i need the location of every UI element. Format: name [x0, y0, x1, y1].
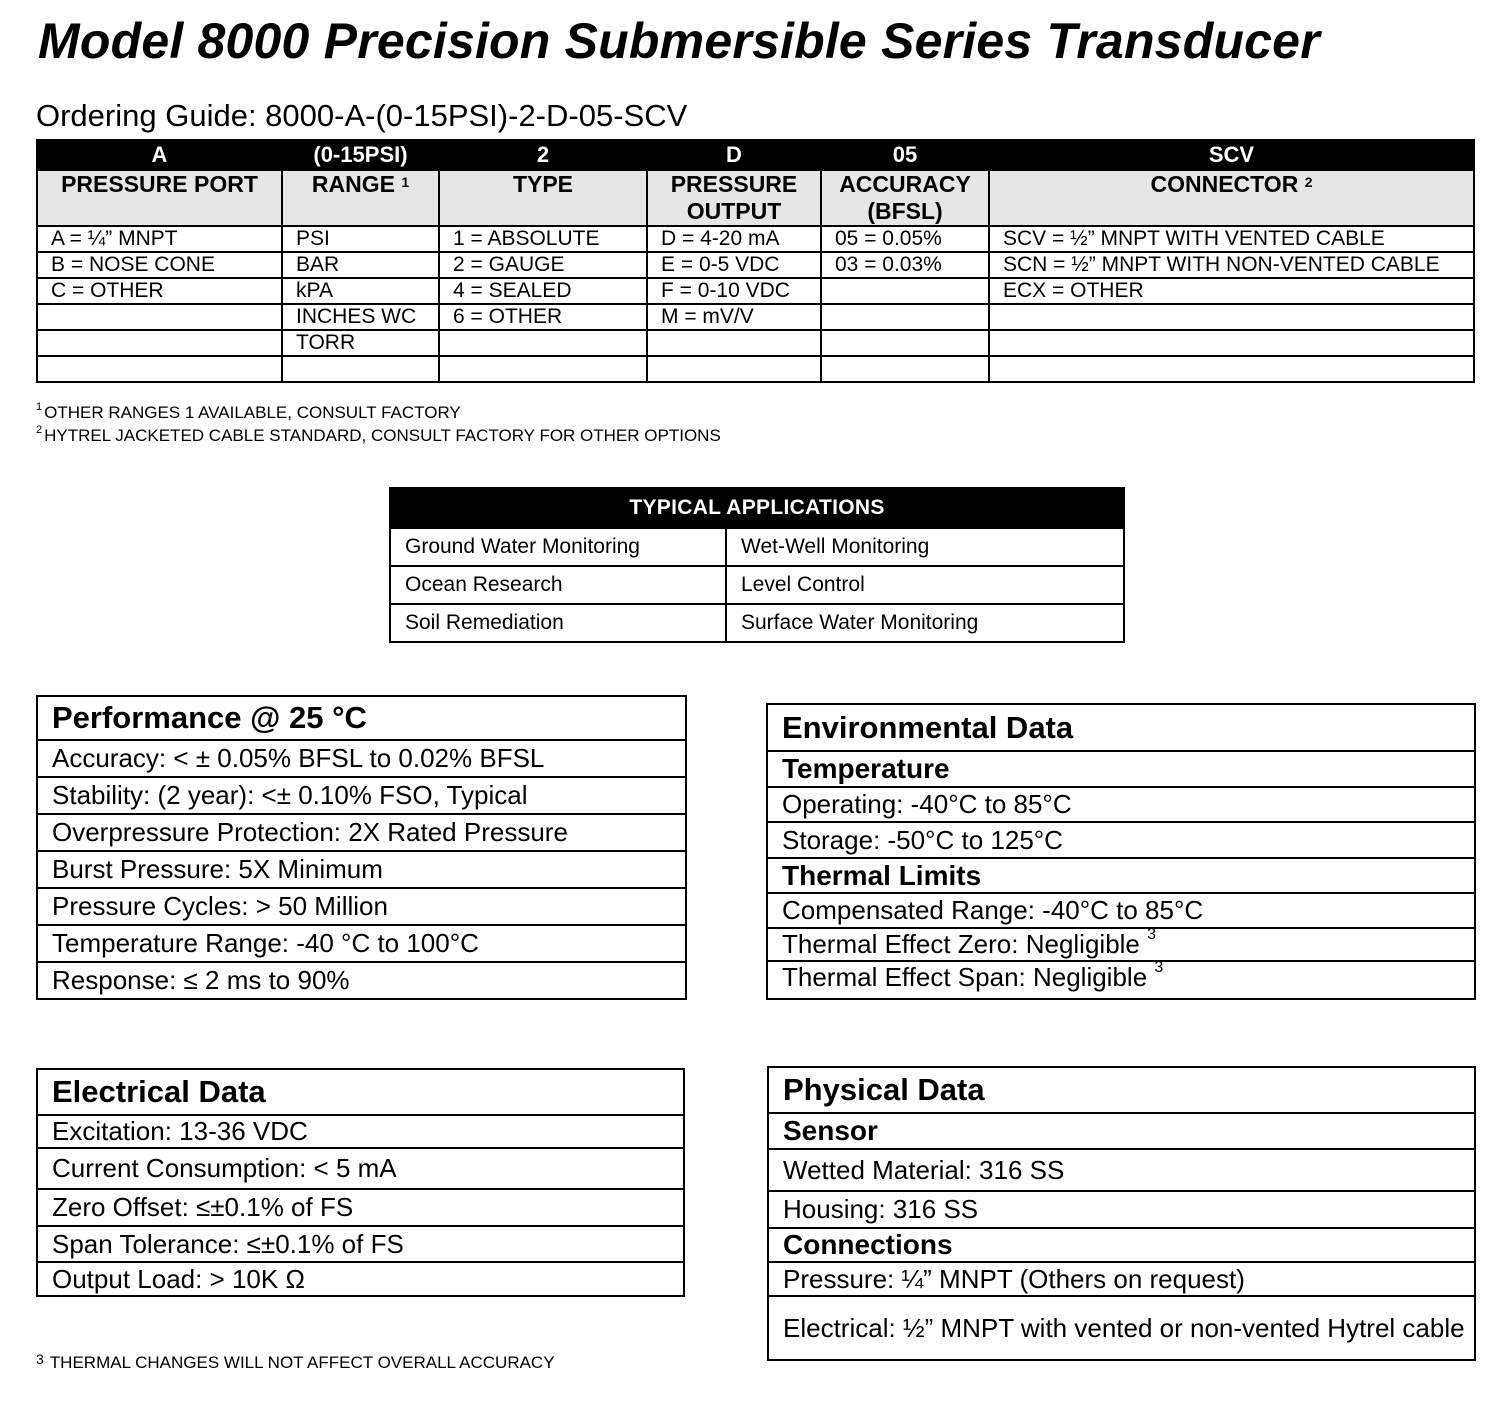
- spec-item: Wetted Material: 316 SS: [768, 1149, 1475, 1191]
- table-cell: F = 0-10 VDC: [647, 278, 821, 304]
- table-cell: [37, 356, 282, 382]
- environmental-title: Environmental Data: [767, 704, 1475, 751]
- table-row: [390, 528, 1124, 566]
- table-cell: [647, 356, 821, 382]
- table-cell: [821, 330, 989, 356]
- code-range: (0-15PSI): [282, 140, 439, 170]
- table-cell: [989, 330, 1474, 356]
- table-cell: TORR: [282, 330, 439, 356]
- physical-title: Physical Data: [768, 1067, 1475, 1113]
- application-item: Surface Water Monitoring: [726, 604, 1124, 642]
- thermal-limits-heading: Thermal Limits: [767, 858, 1475, 893]
- table-cell: PSI: [282, 226, 439, 252]
- table-cell: [37, 304, 282, 330]
- table-cell: [439, 356, 647, 382]
- ordering-table: [36, 139, 1475, 383]
- header-row: [37, 170, 1474, 226]
- table-row: [37, 252, 1474, 278]
- code-type: 2: [439, 140, 647, 170]
- table-row: [390, 604, 1124, 642]
- performance-title: Performance @ 25 °C: [37, 696, 686, 740]
- physical-box: [767, 1066, 1476, 1361]
- environmental-box: [766, 703, 1476, 1000]
- table-cell: [821, 356, 989, 382]
- header-connector: CONNECTOR $^2$: [989, 170, 1474, 226]
- applications-title: TYPICAL APPLICATIONS: [390, 488, 1124, 528]
- spec-item: Operating: -40°C to 85°C: [767, 787, 1475, 822]
- header-output: PRESSURE OUTPUT: [647, 170, 821, 226]
- application-item: Wet-Well Monitoring: [726, 528, 1124, 566]
- table-cell: [439, 330, 647, 356]
- code-accuracy: 05: [821, 140, 989, 170]
- table-cell: [821, 278, 989, 304]
- connections-heading: Connections: [768, 1228, 1475, 1262]
- page-title: Model 8000 Precision Submersible Series Transducer: [38, 13, 1320, 69]
- spec-item: Zero Offset: ≤±0.1% of FS: [37, 1189, 684, 1226]
- spec-item: Overpressure Protection: 2X Rated Pressure: [37, 814, 686, 851]
- spec-item: Storage: -50°C to 125°C: [767, 822, 1475, 858]
- code-pressure-port: A: [37, 140, 282, 170]
- table-row: [37, 304, 1474, 330]
- application-item: Ground Water Monitoring: [390, 528, 726, 566]
- header-range: RANGE $^1$: [282, 170, 439, 226]
- application-item: Soil Remediation: [390, 604, 726, 642]
- spec-item: Excitation: 13-36 VDC: [37, 1115, 684, 1148]
- table-cell: C = OTHER: [37, 278, 282, 304]
- table-cell: SCN = ½” MNPT WITH NON-VENTED CABLE: [989, 252, 1474, 278]
- footnote-mark: 3: [1147, 926, 1157, 943]
- table-row: [37, 278, 1474, 304]
- footnote-3: $^3$ THERMAL CHANGES WILL NOT AFFECT OVERALL ACCURACY: [36, 1351, 555, 1372]
- spec-item: Output Load: > 10K Ω: [37, 1262, 684, 1296]
- table-cell: 4 = SEALED: [439, 278, 647, 304]
- application-item: Level Control: [726, 566, 1124, 604]
- spec-item: Housing: 316 SS: [768, 1191, 1475, 1228]
- header-pressure-port: PRESSURE PORT: [37, 170, 282, 226]
- spec-item: Response: ≤ 2 ms to 90%: [37, 962, 686, 999]
- footnote-mark: 1: [401, 174, 410, 190]
- table-cell: [989, 304, 1474, 330]
- header-accuracy: ACCURACY (BFSL): [821, 170, 989, 226]
- table-cell: A = ¼” MNPT: [37, 226, 282, 252]
- table-cell: INCHES WC: [282, 304, 439, 330]
- table-cell: 2 = GAUGE: [439, 252, 647, 278]
- application-item: Ocean Research: [390, 566, 726, 604]
- sensor-heading: Sensor: [768, 1113, 1475, 1149]
- table-cell: [282, 356, 439, 382]
- spec-item: Pressure Cycles: > 50 Million: [37, 888, 686, 925]
- table-cell: [37, 330, 282, 356]
- code-row: [37, 140, 1474, 170]
- performance-box: [36, 695, 687, 1000]
- table-cell: B = NOSE CONE: [37, 252, 282, 278]
- table-cell: 03 = 0.03%: [821, 252, 989, 278]
- spec-item: Temperature Range: -40 °C to 100°C: [37, 925, 686, 962]
- table-row: [37, 330, 1474, 356]
- table-cell: [647, 330, 821, 356]
- electrical-box: [36, 1068, 685, 1297]
- table-row: [37, 226, 1474, 252]
- table-cell: M = mV/V: [647, 304, 821, 330]
- table-cell: 05 = 0.05%: [821, 226, 989, 252]
- table-row: [37, 356, 1474, 382]
- temperature-heading: Temperature: [767, 751, 1475, 787]
- table-cell: D = 4-20 mA: [647, 226, 821, 252]
- code-output: D: [647, 140, 821, 170]
- table-cell: [821, 304, 989, 330]
- spec-item: Span Tolerance: ≤±0.1% of FS: [37, 1226, 684, 1262]
- spec-item: Burst Pressure: 5X Minimum: [37, 851, 686, 888]
- spec-item: Compensated Range: -40°C to 85°C: [767, 893, 1475, 928]
- footnote-mark: 2: [1304, 174, 1313, 190]
- spec-item: Electrical: ½” MNPT with vented or non-vented Hytrel cable: [768, 1296, 1475, 1360]
- spec-item: Current Consumption: < 5 mA: [37, 1148, 684, 1189]
- footnote-1: $^1$ OTHER RANGES 1 AVAILABLE, CONSULT FACTORY: [36, 401, 461, 422]
- spec-item: Thermal Effect Zero: Negligible $^3$: [767, 928, 1475, 961]
- table-cell: BAR: [282, 252, 439, 278]
- header-type: TYPE: [439, 170, 647, 226]
- table-cell: E = 0-5 VDC: [647, 252, 821, 278]
- table-cell: kPA: [282, 278, 439, 304]
- ordering-guide: Ordering Guide: 8000-A-(0-15PSI)-2-D-05-SCV: [36, 98, 688, 133]
- applications-table: [389, 487, 1125, 643]
- footnote-2: $^2$ HYTREL JACKETED CABLE STANDARD, CONSULT FACTORY FOR OTHER OPTIONS: [36, 424, 721, 445]
- table-cell: [989, 356, 1474, 382]
- code-connector: SCV: [989, 140, 1474, 170]
- spec-item: Stability: (2 year): <± 0.10% FSO, Typical: [37, 777, 686, 814]
- spec-item: Thermal Effect Span: Negligible $^3$: [767, 961, 1475, 999]
- table-cell: SCV = ½” MNPT WITH VENTED CABLE: [989, 226, 1474, 252]
- footnote-mark: 3: [1154, 959, 1164, 976]
- table-cell: 1 = ABSOLUTE: [439, 226, 647, 252]
- electrical-title: Electrical Data: [37, 1069, 684, 1115]
- spec-item: Accuracy: < ± 0.05% BFSL to 0.02% BFSL: [37, 740, 686, 777]
- table-cell: 6 = OTHER: [439, 304, 647, 330]
- spec-item: Pressure: ¼” MNPT (Others on request): [768, 1262, 1475, 1296]
- table-row: [390, 566, 1124, 604]
- table-cell: ECX = OTHER: [989, 278, 1474, 304]
